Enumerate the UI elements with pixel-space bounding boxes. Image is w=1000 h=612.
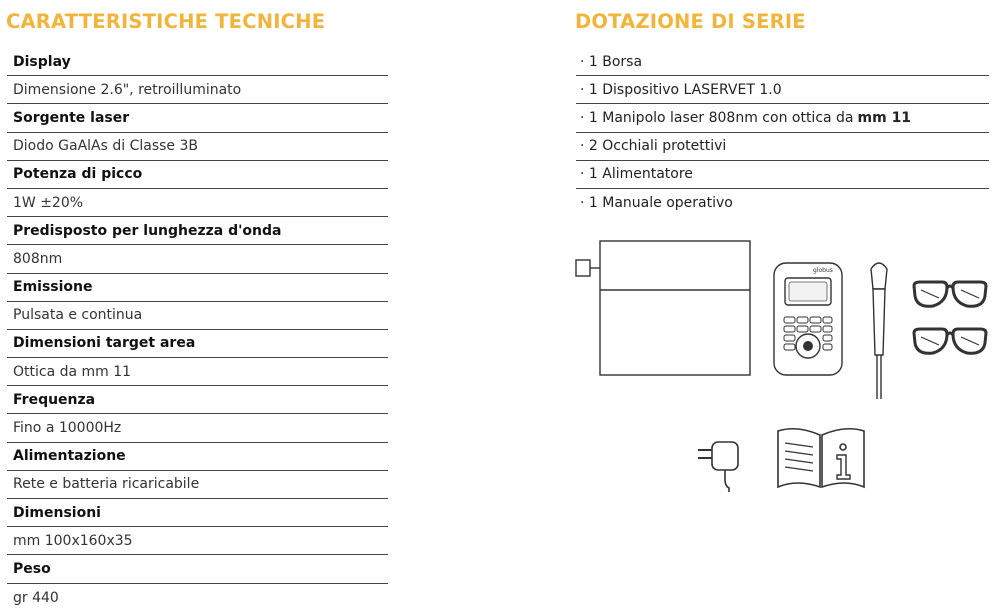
spec-label-laser-source: Sorgente laser <box>7 104 388 132</box>
spec-value-laser-source: Diodo GaAlAs di Classe 3B <box>7 133 388 161</box>
list-item-text: · 1 Manipolo laser 808nm con ottica da <box>580 109 854 126</box>
power-adapter-icon <box>696 432 746 494</box>
device-icon <box>773 262 843 376</box>
spec-label-weight: Peso <box>7 555 388 583</box>
standard-equipment-heading: DOTAZIONE DI SERIE <box>575 10 806 33</box>
manual-icon <box>775 427 867 489</box>
bag-icon <box>574 240 754 376</box>
spec-label-frequency: Frequenza <box>7 386 388 414</box>
protective-glasses-icon <box>911 280 989 312</box>
spec-value-dimensions: mm 100x160x35 <box>7 527 388 555</box>
protective-glasses-icon <box>911 327 989 359</box>
device-brand: globus <box>813 267 833 274</box>
list-item <box>576 48 989 76</box>
list-item-bold: mm 11 <box>857 109 912 126</box>
spec-label-target-area: Dimensioni target area <box>7 330 388 358</box>
list-item <box>576 133 989 161</box>
spec-label-emission: Emissione <box>7 274 388 302</box>
spec-value-target-area: Ottica da mm 11 <box>7 358 388 386</box>
specs-table <box>7 48 388 612</box>
spec-label-power-supply: Alimentazione <box>7 443 388 471</box>
list-item <box>576 76 989 104</box>
spec-value-display: Dimensione 2.6", retroilluminato <box>7 76 388 104</box>
spec-value-emission: Pulsata e continua <box>7 302 388 330</box>
spec-label-wavelength: Predisposto per lunghezza d'onda <box>7 217 388 245</box>
spec-value-frequency: Fino a 10000Hz <box>7 414 388 442</box>
spec-label-peak-power: Potenza di picco <box>7 161 388 189</box>
spec-label-display: Display <box>7 48 388 76</box>
list-item-text: · 1 Alimentatore <box>580 166 693 183</box>
standard-equipment-list <box>576 48 989 217</box>
laser-handpiece-icon <box>866 259 892 401</box>
list-item <box>576 161 989 189</box>
spec-value-peak-power: 1W ±20% <box>7 189 388 217</box>
equipment-illustration <box>570 232 990 502</box>
list-item-text: · 1 Manuale operativo <box>580 195 733 212</box>
list-item-text: · 2 Occhiali protettivi <box>580 138 727 155</box>
specs-heading: CARATTERISTICHE TECNICHE <box>6 10 326 33</box>
list-item <box>576 104 989 132</box>
spec-value-wavelength: 808nm <box>7 245 388 273</box>
list-item <box>576 189 989 217</box>
list-item-text: · 1 Dispositivo LASERVET 1.0 <box>580 81 782 98</box>
spec-label-dimensions: Dimensioni <box>7 499 388 527</box>
list-item-text: · 1 Borsa <box>580 53 643 70</box>
spec-value-power-supply: Rete e batteria ricaricabile <box>7 471 388 499</box>
spec-value-weight: gr 440 <box>13 589 59 606</box>
